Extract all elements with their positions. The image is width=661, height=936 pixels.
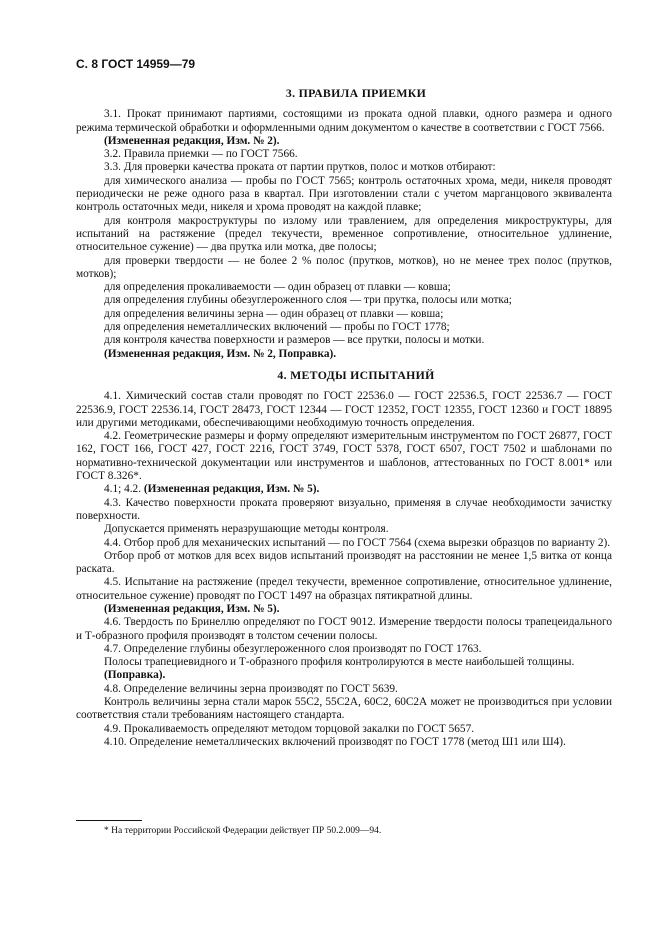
footnote-divider bbox=[76, 820, 142, 821]
list-item: для проверки твердости — не более 2 % полос (прутков, мотков), но не менее трех полос (прутков, мотков); bbox=[76, 254, 612, 280]
paragraph: Отбор проб от мотков для всех видов испытаний производят на расстоянии не менее 1,5 витка от конца раската. bbox=[76, 549, 612, 576]
list-item: для контроля качества поверхности и размеров — все прутки, полосы и мотки. bbox=[104, 334, 485, 347]
section-4-title: 4. МЕТОДЫ ИСПЫТАНИЙ bbox=[277, 367, 435, 382]
paragraph-4-8: 4.8. Определение величины зерна производят по ГОСТ 5639. bbox=[104, 682, 398, 695]
paragraph-4-5: 4.5. Испытание на растяжение (предел текучести, временное сопротивление, относительное удлинение, относительное сужение) проводят по ГОСТ 1497 на образцах пятикратной длины. bbox=[76, 576, 612, 602]
footnote: * На территории Российской Федерации действует ПР 50.2.009—94. bbox=[104, 826, 382, 836]
amendment-note: (Поправка). bbox=[104, 669, 166, 682]
list-item: для определения величины зерна — один образец от плавки — ковша; bbox=[104, 307, 444, 320]
paragraph-4-7: 4.7. Определение глубины обезуглероженного слоя производят по ГОСТ 1763. bbox=[104, 642, 482, 655]
paragraph-3-1: 3.1. Прокат принимают партиями, состоящими из проката одной плавки, одного размера и одного режима термической обработки и оформленными одним документом о качестве в соответствии с ГОСТ 7566. bbox=[76, 108, 612, 134]
list-item: для определения глубины обезуглероженного слоя — три прутка, полосы или мотка; bbox=[104, 294, 512, 307]
page-header: С. 8 ГОСТ 14959—79 bbox=[76, 57, 196, 71]
section-3-title: 3. ПРАВИЛА ПРИЕМКИ bbox=[285, 86, 427, 100]
paragraph: Контроль величины зерна стали марок 55С2, 55С2А, 60С2, 60С2А может не производиться при условии соответствия стали требованиям настоящего стандарта. bbox=[76, 696, 612, 722]
page-content bbox=[76, 87, 612, 749]
list-item: для определения неметаллических включений — пробы по ГОСТ 1778; bbox=[104, 321, 450, 334]
amendment-line bbox=[76, 483, 612, 496]
amendment-note: (Измененная редакция, Изм. № 5). bbox=[143, 483, 320, 496]
amendment-prefix: 4.1; 4.2. bbox=[104, 483, 142, 496]
list-item: для контроля макроструктуры по излому или травлением, для определения микроструктуры, для испытаний на растяжение (предел текучести, временное сопротивление, относительное удлинение, относительное сужение) — два прутка или мотка, две полосы; bbox=[76, 214, 612, 254]
paragraph: Допускается применять неразрушающие методы контроля. bbox=[104, 523, 389, 536]
paragraph-4-9: 4.9. Прокаливаемость определяют методом торцовой закалки по ГОСТ 5657. bbox=[104, 722, 475, 735]
amendment-note: (Измененная редакция, Изм. № 5). bbox=[104, 602, 280, 615]
amendment-note: (Измененная редакция, Изм. № 2). bbox=[104, 134, 280, 147]
paragraph-4-4: 4.4. Отбор проб для механических испытаний — по ГОСТ 7564 (схема вырезки образцов по варианту 2). bbox=[104, 536, 611, 549]
list-item: для химического анализа — пробы по ГОСТ 7565; контроль остаточных хрома, меди, никеля проводят периодически не реже одного раза в квартал. При изготовлении стали с учетом марганцового эквивалента контроль остаточных меди, никеля и хрома проводят на каждой плавке; bbox=[76, 174, 612, 214]
amendment-note: (Измененная редакция, Изм. № 2, Поправка). bbox=[104, 347, 337, 360]
paragraph-4-3: 4.3. Качество поверхности проката проверяют визуально, применяя в случае необходимости зачистку поверхности. bbox=[76, 496, 612, 522]
paragraph-4-1: 4.1. Химический состав стали проводят по ГОСТ 22536.0 — ГОСТ 22536.5, ГОСТ 22536.7 — ГОСТ 22536.9, ГОСТ 22536.14, ГОСТ 28473, ГОСТ 12344 — ГОСТ 12352, ГОСТ 12355, ГОСТ 12360 и ГОСТ 18895 или другими методиками, обеспечивающими необходимую точность определения. bbox=[76, 390, 612, 429]
paragraph: Полосы трапециевидного и Т-образного профиля контролируются в месте наибольшей толщины. bbox=[104, 656, 575, 669]
paragraph-4-10: 4.10. Определение неметаллических включений производят по ГОСТ 1778 (метод Ш1 или Ш4). bbox=[104, 735, 566, 748]
paragraph-4-6: 4.6. Твердость по Бринеллю определяют по ГОСТ 9012. Измерение твердости полосы трапецеидального и Т-образного профиля производят в толстом сечении полосы. bbox=[76, 616, 612, 642]
paragraph-3-3: 3.3. Для проверки качества проката от партии прутков, полос и мотков отбирают: bbox=[104, 161, 496, 174]
paragraph-3-2: 3.2. Правила приемки — по ГОСТ 7566. bbox=[104, 148, 298, 161]
paragraph-4-2: 4.2. Геометрические размеры и форму определяют измерительным инструментом по ГОСТ 26877, ГОСТ 162, ГОСТ 166, ГОСТ 427, ГОСТ 2216, ГОСТ 3749, ГОСТ 5378, ГОСТ 6507, ГОСТ 7502 и шаблонами по нормативно-технической документации или инструментов и шаблонов, аттестованных по ГОСТ 8.001* или ГОСТ 8.326*. bbox=[76, 430, 612, 483]
list-item: для определения прокаливаемости — один образец от плавки — ковша; bbox=[104, 281, 451, 294]
